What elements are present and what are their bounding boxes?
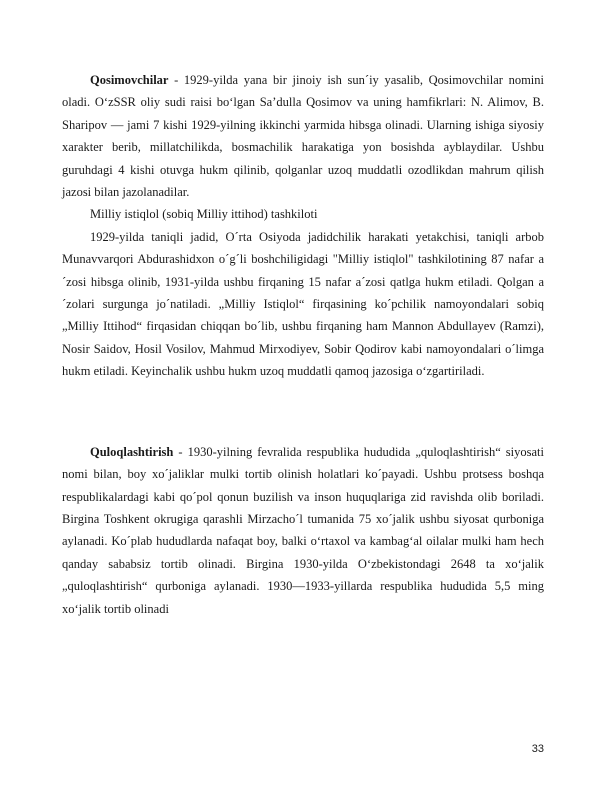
paragraph-qosimovchilar xyxy=(62,69,544,203)
page-number: 33 xyxy=(531,743,544,755)
paragraph-quloqlashtirish xyxy=(62,441,544,620)
term-qosimovchilar: Qosimovchilar xyxy=(90,73,169,87)
term-quloqlashtirish: Quloqlashtirish xyxy=(90,444,174,459)
paragraph-qosimovchilar-text: - 1929-yilda yana bir jinoiy ish sun´iy yasalib, Qosimovchilar nomini oladi. O‘zSSR oliy sudi raisi bo‘lgan Sa’dulla Qosimov va uning hamfikrlari: N. Alimov, B. Sharipov — jami 7 kishi 1929-yilning ikkinchi yarmida hibsga olinadi. Ularning ishiga siyosiy xarakter berib, millatchilikda, bosmachilik harakatiga yon bosishda ayblaydilar. Ushbu guruhdagi 4 kishi otuvga hukm qilinib, qolganlar uzoq muddatli ozodlikdan mahrum qilish jazosi bilan jazolanadilar. xyxy=(62,73,544,200)
document-page xyxy=(62,69,544,620)
section-gap xyxy=(62,383,544,441)
heading-milliy-istiqlol: Milliy istiqlol (sobiq Milliy ittihod) tashkiloti xyxy=(90,207,318,222)
paragraph-milliy-istiqlol: 1929-yilda taniqli jadid, O´rta Osiyoda jadidchilik harakati yetakchisi, taniqli arbob Munavvarqori Abdurashidxon o´g´li boshchiligidagi "Milliy istiqlol" tashkilotining 87 nafar a´zosi hibsga olinib, 1931-yilda ushbu firqaning 15 nafar a´zosi qatlga hukm etiladi. Qolgan a´zolari surgunga jo´natiladi. „Milliy Istiqlol“ firqasining ko´pchilik namoyondalari sobiq „Milliy Ittihod“ firqasidan chiqqan bo´lib, ushbu firqaning ham Mannon Abdullayev (Ramzi), Nosir Saidov, Hosil Vosilov, Mahmud Mirxodiyev, Sobir Qodirov kabi namoyondalari o´limga hukm etiladi. Keyinchalik ushbu hukm uzoq muddatli qamoq jazosiga o‘zgartiriladi. xyxy=(62,229,544,379)
paragraph-quloqlashtirish-text: - 1930-yilning fevralida respublika hududida „quloqlashtirish“ siyosati nomi bilan, boy xo´jaliklar mulki tortib olinish holatlari ko´payadi. Ushbu protsess boshqa respublikalardagi kabi qo´pol qonun buzilish va inson huquqlariga zid ravishda olib boriladi. Birgina Toshkent okrugiga qarashli Mirzacho´l tumanida 75 xo´jalik ushbu siyosat qurboniga aylanadi. Ko´plab hududlarda nafaqat boy, balki o‘rtaxol va kambag‘al oilalar mulki ham hech qanday sababsiz tortib olinadi. Birgina 1930-yilda O‘zbekistondagi 2648 ta xo‘jalik „quloqlashtirish“ qurboniga aylanadi. 1930—1933-yillarda respublika hududida 5,5 ming xo‘jalik tortib olinadi xyxy=(62,444,544,616)
